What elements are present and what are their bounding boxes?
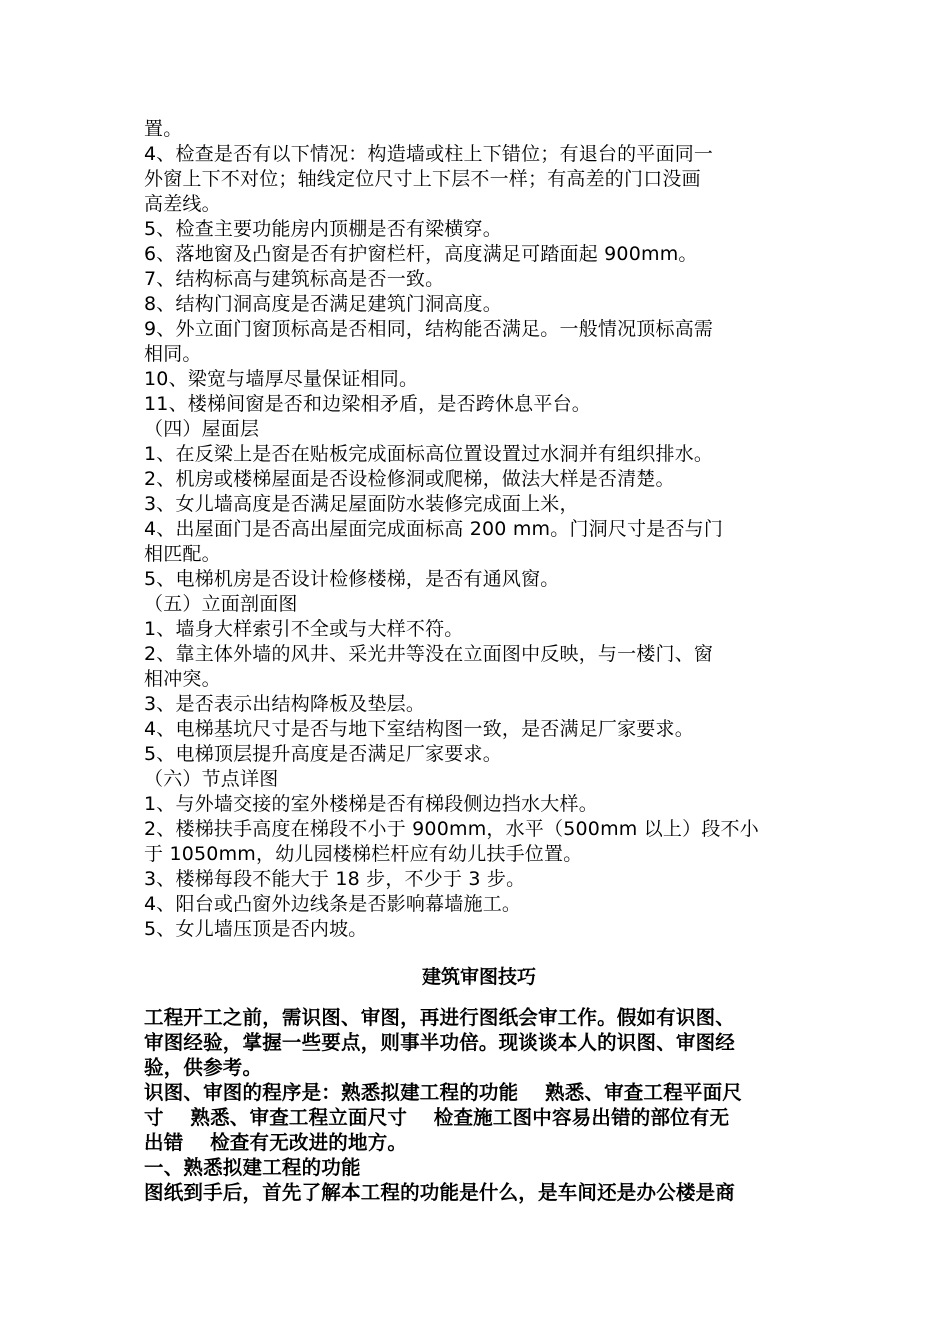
text-line: 验，供参考。 xyxy=(144,1056,263,1079)
text-line: 1、在反梁上是否在贴板完成面标高位置设置过水洞并有组织排水。 xyxy=(144,443,714,465)
text-line: 1、墙身大样索引不全或与大样不符。 xyxy=(144,618,464,640)
text-line: 4、出屋面门是否高出屋面完成面标高 200 mm。门洞尺寸是否与门 xyxy=(144,518,724,540)
text-line: 3、是否表示出结构降板及垫层。 xyxy=(144,693,426,715)
text-line: 相同。 xyxy=(144,343,202,365)
text-line: 4、检查是否有以下情况：构造墙或柱上下错位；有退台的平面同一 xyxy=(144,143,714,165)
checklist-section xyxy=(144,117,814,942)
text-line: 出错 检查有无改进的地方。 xyxy=(144,1131,408,1154)
text-line: 5、电梯机房是否设计检修楼梯，是否有通风窗。 xyxy=(144,568,560,590)
text-line: 8、结构门洞高度是否满足建筑门洞高度。 xyxy=(144,293,502,315)
text-line: 2、机房或楼梯屋面是否设检修洞或爬梯，做法大样是否清楚。 xyxy=(144,468,675,490)
text-line: 2、靠主体外墙的风井、采光井等没在立面图中反映，与一楼门、窗 xyxy=(144,643,714,665)
text-line: 3、女儿墙高度是否满足屋面防水装修完成面上米， xyxy=(144,493,579,515)
text-line: 于 1050mm，幼儿园楼梯栏杆应有幼儿扶手位置。 xyxy=(144,843,583,865)
text-line: 3、楼梯每段不能大于 18 步，不少于 3 步。 xyxy=(144,868,526,890)
text-line: 相匹配。 xyxy=(144,543,221,565)
text-line: 6、落地窗及凸窗是否有护窗栏杆，高度满足可踏面起 900mm。 xyxy=(144,243,698,265)
text-line: 2、楼梯扶手高度在梯段不小于 900mm，水平（500mm 以上）段不小 xyxy=(144,818,759,840)
document-page xyxy=(144,117,814,1205)
section-heading-elevation: （五）立面剖面图 xyxy=(144,593,298,615)
section-heading-roof: （四）屋面层 xyxy=(144,418,260,440)
text-line: 审图经验，掌握一些要点，则事半功倍。现谈谈本人的识图、审图经 xyxy=(144,1031,736,1054)
text-line: 置。 xyxy=(144,118,183,140)
text-line: 4、阳台或凸窗外边线条是否影响幕墙施工。 xyxy=(144,893,522,915)
text-line: 4、电梯基坑尺寸是否与地下室结构图一致，是否满足厂家要求。 xyxy=(144,718,694,740)
text-line: 10、梁宽与墙厚尽量保证相同。 xyxy=(144,368,419,390)
text-line: 9、外立面门窗顶标高是否相同，结构能否满足。一般情况顶标高需 xyxy=(144,318,714,340)
text-line: 1、与外墙交接的室外楼梯是否有梯段侧边挡水大样。 xyxy=(144,793,598,815)
text-line: 寸 熟悉、审查工程立面尺寸 检查施工图中容易出错的部位有无 xyxy=(144,1106,730,1129)
text-line: 图纸到手后，首先了解本工程的功能是什么，是车间还是办公楼是商 xyxy=(144,1181,736,1204)
subheading: 一、熟悉拟建工程的功能 xyxy=(144,1156,361,1179)
text-line: 外窗上下不对位；轴线定位尺寸上下层不一样；有高差的门口没画 xyxy=(144,168,701,190)
text-line: 相冲突。 xyxy=(144,668,221,690)
text-line: 5、女儿墙压顶是否内坡。 xyxy=(144,918,368,940)
text-line: 7、结构标高与建筑标高是否一致。 xyxy=(144,268,445,290)
text-line: 5、电梯顶层提升高度是否满足厂家要求。 xyxy=(144,743,502,765)
article-title: 建筑审图技巧 xyxy=(421,966,536,988)
text-line: 识图、审图的程序是：熟悉拟建工程的功能 熟悉、审查工程平面尺 xyxy=(144,1081,742,1104)
text-line: 5、检查主要功能房内顶棚是否有梁横穿。 xyxy=(144,218,502,240)
text-line: 高差线。 xyxy=(144,193,221,215)
text-line: 工程开工之前，需识图、审图，再进行图纸会审工作。假如有识图、 xyxy=(144,1006,736,1029)
section-heading-details: （六）节点详图 xyxy=(144,768,279,790)
text-line: 11、楼梯间窗是否和边梁相矛盾，是否跨休息平台。 xyxy=(144,393,591,415)
article-body xyxy=(144,1005,814,1205)
